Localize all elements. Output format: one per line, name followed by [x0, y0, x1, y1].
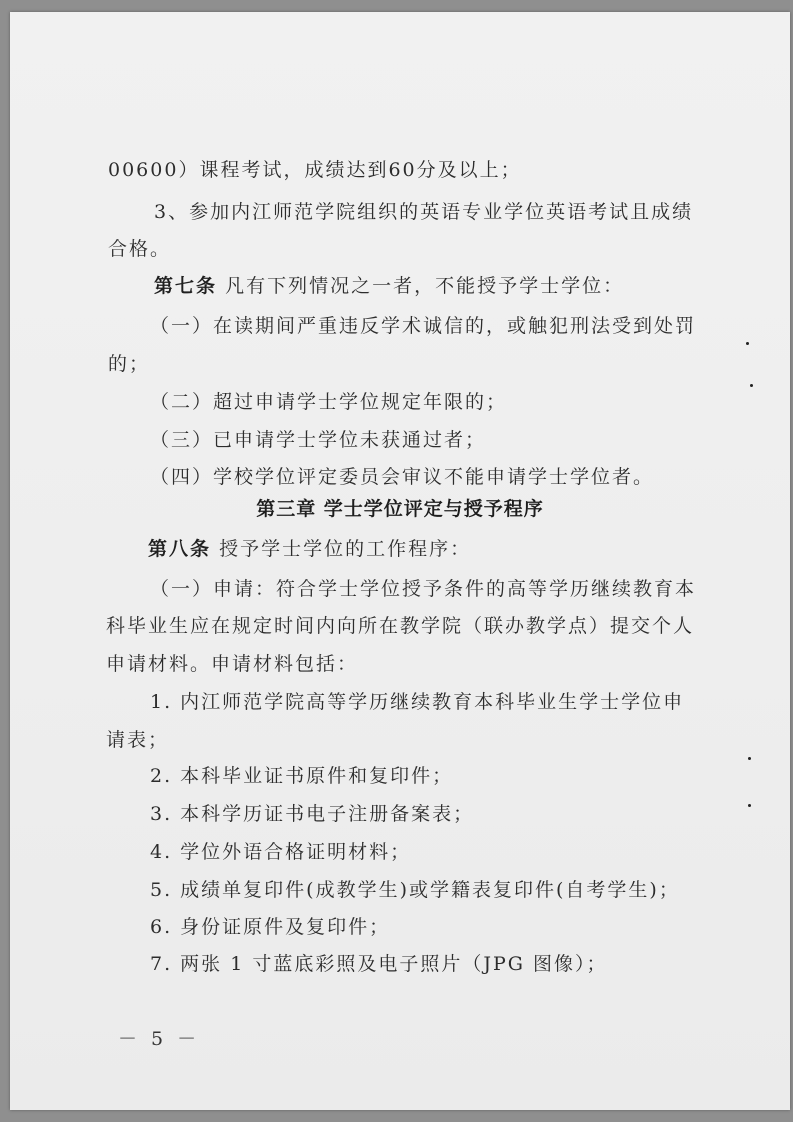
scan-speck [748, 757, 751, 760]
scan-speck [748, 804, 751, 807]
document-page [10, 12, 790, 1110]
article-8-label: 第八条 [148, 538, 212, 560]
list-item: 5. 成绩单复印件(成教学生)或学籍表复印件(自考学生)； [150, 879, 680, 901]
list-item: 7. 两张 1 寸蓝底彩照及电子照片（JPG 图像）； [150, 953, 608, 975]
text-line: 00600）课程考试，成绩达到60分及以上； [108, 159, 522, 181]
list-item: 2. 本科毕业证书原件和复印件； [150, 765, 454, 787]
text-line: 请表； [106, 729, 170, 751]
list-item: 1. 内江师范学院高等学历继续教育本科毕业生学士学位申 [150, 691, 685, 713]
text-line: （一）申请：符合学士学位授予条件的高等学历继续教育本 [150, 578, 697, 600]
chapter-heading: 第三章 学士学位评定与授予程序 [256, 498, 544, 520]
text-line: 申请材料。申请材料包括： [106, 653, 359, 675]
text-line: （三）已申请学士学位未获通过者； [150, 429, 487, 451]
list-item: 4. 学位外语合格证明材料； [150, 841, 412, 863]
article-7-label: 第七条 [154, 275, 218, 297]
list-item: 6. 身份证原件及复印件； [150, 916, 391, 938]
scan-speck [746, 342, 749, 345]
text-line: （一）在读期间严重违反学术诚信的，或触犯刑法受到处罚 [150, 315, 697, 337]
article-8-paragraph [148, 537, 471, 561]
text-line: （四）学校学位评定委员会审议不能申请学士学位者。 [150, 466, 655, 488]
article-7-paragraph [154, 274, 624, 298]
page-number: － 5 － [118, 1028, 201, 1050]
article-7-text: 凡有下列情况之一者，不能授予学士学位： [225, 275, 625, 297]
article-8-text: 授予学士学位的工作程序： [219, 538, 472, 560]
text-line: 科毕业生应在规定时间内向所在教学院（联办教学点）提交个人 [106, 615, 695, 637]
text-line: （二）超过申请学士学位规定年限的； [150, 391, 508, 413]
list-item: 3. 本科学历证书电子注册备案表； [150, 803, 475, 825]
text-line: 3、参加内江师范学院组织的英语专业学位英语考试且成绩 [154, 201, 694, 223]
scan-speck [750, 384, 753, 387]
text-line: 合格。 [108, 238, 172, 260]
text-line: 的； [108, 353, 151, 375]
